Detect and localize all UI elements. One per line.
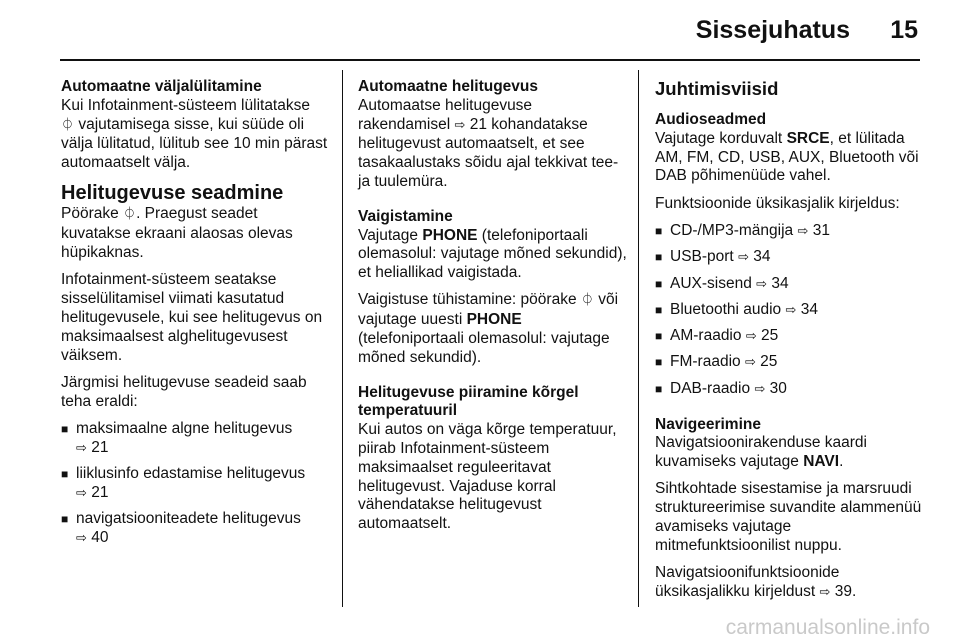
page-ref-link[interactable]: 25 bbox=[760, 353, 778, 371]
page-ref-icon: ⇨ bbox=[738, 250, 749, 266]
page-ref-link[interactable]: 21 bbox=[91, 483, 109, 501]
page-ref-icon: ⇨ bbox=[76, 485, 87, 501]
heading-volume: Helitugevuse seadmine bbox=[61, 182, 284, 205]
list-item: ■ Bluetoothi audio ⇨ 34 bbox=[655, 301, 930, 321]
list-item: ■ AUX-sisend ⇨ 34 bbox=[655, 275, 930, 295]
page-ref-link[interactable]: 34 bbox=[800, 300, 818, 318]
page-ref-link[interactable]: 21 bbox=[469, 115, 487, 133]
subheading-navigation: Navigeerimine bbox=[655, 415, 761, 433]
page-ref-icon: ⇨ bbox=[76, 440, 87, 456]
page-ref-link[interactable]: 30 bbox=[769, 379, 787, 397]
page-ref-icon: ⇨ bbox=[785, 302, 797, 318]
paragraph: Vaigistuse tühistamine: pöörake ⏀ või vajutage uuesti PHONE (telefoniportaali olemasolul: vajutage mõned sekundid). bbox=[358, 291, 619, 366]
paragraph: Automaatse helitugevuse rakendamisel ⇨ 21 kohandatakse helitugevust automaatselt, et see tasakaalustaks sõidu ajal tekkivat tee- ja tuulemüra. bbox=[358, 96, 619, 190]
page-ref-icon: ⇨ bbox=[797, 223, 809, 239]
list-item: ■ navigatsiooniteadete helitugevus ⇨ 40 bbox=[61, 510, 331, 549]
page-ref-link[interactable]: 40 bbox=[91, 528, 109, 546]
page-ref-icon: ⇨ bbox=[454, 117, 466, 133]
heading-controls: Juhtimisviisid bbox=[655, 78, 779, 99]
knob-icon: ⏀ bbox=[123, 207, 137, 223]
knob-icon: ⏀ bbox=[61, 117, 75, 133]
watermark: carmanualsonline.info bbox=[725, 616, 930, 639]
page-ref-icon: ⇨ bbox=[76, 530, 87, 546]
page-ref-link[interactable]: 34 bbox=[753, 248, 771, 266]
page-ref-icon: ⇨ bbox=[819, 584, 831, 600]
subheading-audio: Audioseadmed bbox=[655, 111, 767, 128]
list-item: ■ DAB-raadio ⇨ 30 bbox=[655, 380, 930, 400]
paragraph: Kui Infotainment-süsteem lülitatakse ⏀ vajutamisega sisse, kui süüde oli välja lülitatud, lülitub see 10 min pärast automaatselt välja. bbox=[61, 96, 328, 172]
volume-settings-list bbox=[61, 420, 331, 549]
list-item: ■ USB-port ⇨ 34 bbox=[655, 248, 930, 268]
subheading-auto-volume: Automaatne helitugevus bbox=[358, 78, 538, 95]
paragraph: Kui autos on väga kõrge temperatuur, piirab Infotainment-süsteem maksimaalset reguleeritavat helitugevust. Vajaduse korral vähendatakse helitugevust automaatselt. bbox=[358, 421, 617, 533]
function-list bbox=[655, 222, 930, 400]
section-title: Sissejuhatus bbox=[695, 16, 850, 44]
page-ref-icon: ⇨ bbox=[756, 276, 768, 292]
list-item: ■ CD-/MP3-mängija ⇨ 31 bbox=[655, 222, 930, 242]
column-1 bbox=[61, 78, 331, 557]
page-ref-icon: ⇨ bbox=[745, 329, 757, 345]
column-2 bbox=[358, 78, 628, 543]
list-item: ■ maksimaalne algne helitugevus ⇨ 21 bbox=[61, 420, 331, 459]
page-ref-link[interactable]: 34 bbox=[771, 274, 789, 292]
paragraph: Navigatsioonifunktsioonide üksikasjalikku kirjeldust ⇨ 39. bbox=[655, 564, 857, 600]
list-item: ■ liiklusinfo edastamise helitugevus ⇨ 21 bbox=[61, 465, 331, 504]
page-ref-icon: ⇨ bbox=[754, 381, 766, 397]
list-item: ■ AM-raadio ⇨ 25 bbox=[655, 327, 930, 347]
paragraph: Vajutage PHONE (telefoniportaali olemasolul: vajutage mõned sekundid), et heliallikad vaigistada. bbox=[358, 226, 627, 282]
column-divider-2 bbox=[638, 70, 639, 607]
paragraph: Pöörake ⏀. Praegust seadet kuvatakse ekraani alaosas olevas hüpikaknas. bbox=[61, 205, 293, 262]
list-item: ■ FM-raadio ⇨ 25 bbox=[655, 353, 930, 373]
knob-icon: ⏀ bbox=[580, 293, 594, 309]
paragraph: Järgmisi helitugevuse seadeid saab teha eraldi: bbox=[61, 373, 307, 410]
paragraph: Sihtkohtade sisestamise ja marsruudi struktureerimise suvandite alammenüü avamiseks vajutage mitmefunktsioonilist nuppu. bbox=[655, 480, 922, 554]
paragraph: Infotainment-süsteem seatakse sisselülitamisel viimati kasutatud helitugevusele, kui see helitugevus on maksimaalsest alghelitugevusest väiksem. bbox=[61, 271, 323, 364]
paragraph: Navigatsioonirakenduse kaardi kuvamiseks vajutage NAVI. bbox=[655, 434, 867, 471]
paragraph: Vajutage korduvalt SRCE, et lülitada AM, FM, CD, USB, AUX, Bluetooth või DAB põhimenüüde vahel. bbox=[655, 129, 919, 185]
paragraph: Funktsioonide üksikasjalik kirjeldus: bbox=[655, 194, 900, 212]
page-ref-link[interactable]: 31 bbox=[812, 221, 830, 239]
subheading-mute: Vaigistamine bbox=[358, 207, 453, 225]
page-ref-link[interactable]: 25 bbox=[761, 327, 779, 345]
page-ref-icon: ⇨ bbox=[744, 355, 756, 371]
page-ref-link[interactable]: 39 bbox=[834, 582, 853, 600]
subheading-auto-off: Automaatne väljalülitamine bbox=[61, 78, 262, 95]
header-rule bbox=[60, 59, 920, 61]
page-ref-link[interactable]: 21 bbox=[91, 438, 109, 456]
subheading-temp-limit: Helitugevuse piiramine kõrgel temperatuuril bbox=[358, 383, 579, 420]
column-3 bbox=[655, 78, 930, 611]
column-divider-1 bbox=[342, 70, 343, 607]
page-header bbox=[0, 0, 960, 62]
page-number: 15 bbox=[890, 16, 918, 44]
